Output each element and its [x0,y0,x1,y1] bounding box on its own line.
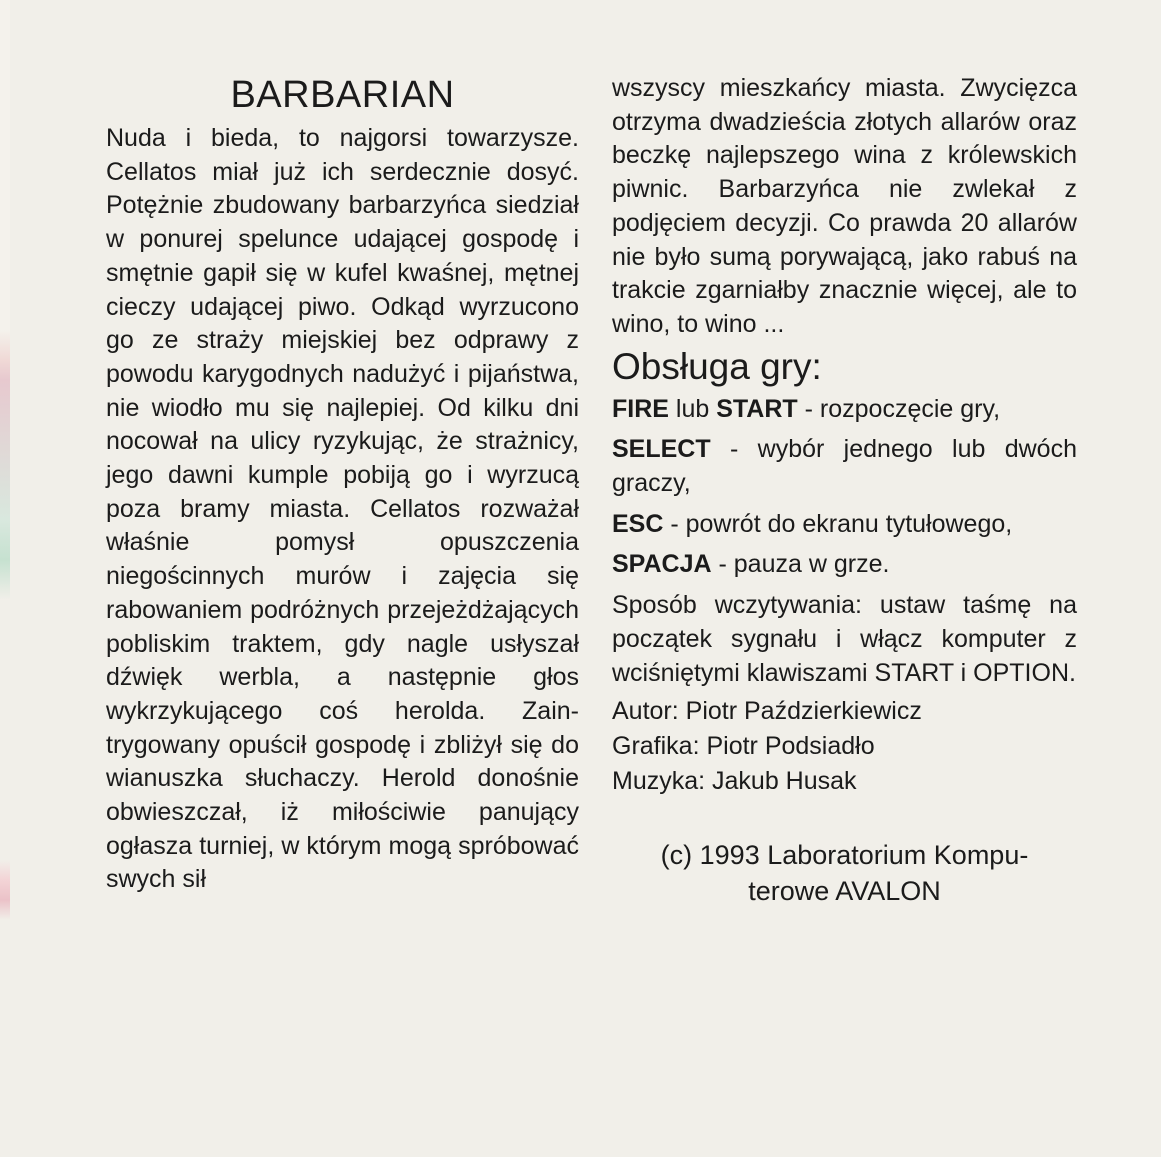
credits [612,694,1077,799]
story-text-continued: wszyscy mieszkańcy miasta. Zwycięzca otrzyma dwadzieścia złotych allarów oraz beczkę najlepszego wina z królewskich piwnic. Barbarzyńca nie zwlekał z podjęciem decyzji. Co prawda 20 allarów nie było sumą porywającą, jako rabuś na trakcie zgarniałby znacznie więcej, ale to wino, to wino ... [612,74,1077,338]
credit-author: Autor: Piotr Paździerkiewicz [612,697,922,726]
control-esc [612,508,1077,542]
copyright-line-2: terowe AVALON [748,876,941,907]
credit-graphics: Grafika: Piotr Podsiadło [612,732,875,761]
fire-description: - rozpoczęcie gry, [797,394,1001,423]
select-key-label: SELECT [612,435,711,464]
esc-description: - powrót do ekranu tytułowego, [663,509,1013,538]
story-text: Nuda i bieda, to najgorsi towarzysze. Cellatos miał już ich serdecznie dosyć. Potężnie zbudowany barbarzyńca siedział w ponurej spelunce udającej gospodę i smętnie gapił się w kufel kwaśnej, mętnej cieczy udającej piwo. Odkąd wyrzucono go ze straży miejskiej bez odprawy z powodu karygodnych nadużyć i pijaństwa, nie wiodło mu się najlepiej. Od kilku dni nocował na ulicy ryzykując, że strażnicy, jego dawni kumple pobiją go i wyrzucą poza bramy miasta. Cellatos rozważał właśnie pomysł opuszczenia niegościnnych murów i zajęcia się rabowaniem podróżnych przejeżdżających pobliskim traktem, gdy nagle usłyszał dźwięk werbla, a następnie głos wykrzykującego coś herolda. Zaintrygowany opuścił gospodę i zbliżył się do wianuszka słuchaczy. Herold donośnie obwieszczał, iż miłościwie panujący ogłasza turniej, w którym mogą spróbować swych sił [106,124,579,894]
cover-edge-strip [0,0,10,1157]
copyright-notice [612,837,1077,909]
left-column [106,70,579,897]
fire-key-label: FIRE [612,394,669,423]
space-description: - pauza w grze. [711,550,890,579]
control-fire-start [612,393,1077,427]
game-title: BARBARIAN [230,74,455,116]
space-key-label: SPACJA [612,550,712,579]
loading-instructions: Sposób wczytywania: ustaw taśmę na początek sygnału i włącz komputer z wciśniętymi klawiszami START i OPTION. [612,591,1077,687]
credit-music: Muzyka: Jakub Husak [612,767,857,796]
control-select [612,433,1077,500]
select-description: - wybór jednego lub dwóch graczy, [612,435,1077,498]
start-key-label: START [716,394,798,423]
right-column [612,72,1077,909]
controls-heading: Obsługa gry: [612,345,822,387]
esc-key-label: ESC [612,509,664,538]
copyright-line-1: (c) 1993 Laboratorium Kompu- [660,840,1029,871]
fire-or-text: lub [668,394,717,423]
control-space [612,548,1077,582]
